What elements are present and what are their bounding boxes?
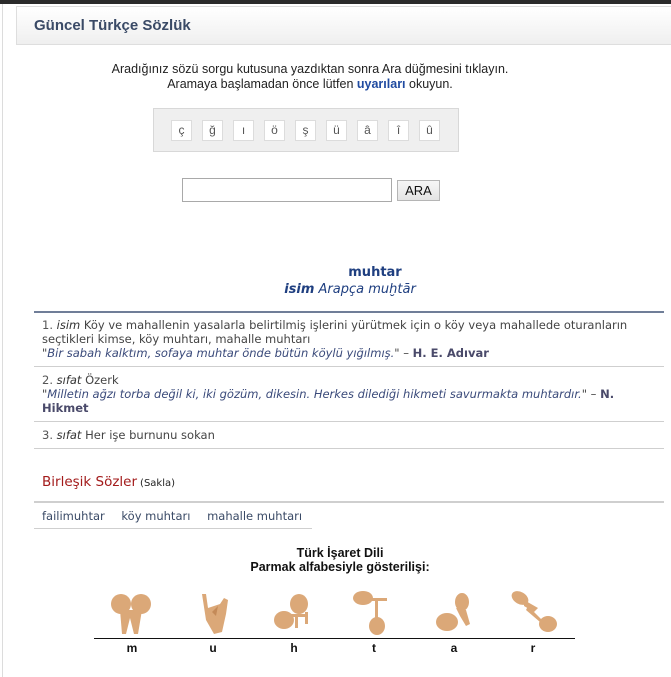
left-border <box>2 4 3 677</box>
page-title: Güncel Türkçe Sözlük <box>34 17 191 34</box>
entry-pos: isim <box>284 282 315 297</box>
definition-number: 3. <box>42 428 53 442</box>
entry-origin: Arapça muḫtār <box>318 282 416 297</box>
definition-text: Özerk <box>85 373 119 387</box>
compound-link[interactable]: failimuhtar <box>42 509 105 523</box>
quote-author[interactable]: N. Hikmet <box>42 387 615 415</box>
definition-item: 1. isim Köy ve mahallenin yasalarla belirtilmiş işlerini yürütmek için o köy veya mahallede oturanların seçtikleri kimse, köy muhtarı, mahalle muhtarı "Bir sabah kalktım, sofaya muhtar önde bütün köylü yığılmış." – H. E. Adıvar <box>42 318 628 360</box>
compounds-bottom-rule <box>34 528 312 529</box>
quote-author[interactable]: H. E. Adıvar <box>412 346 489 360</box>
sign-letter: t <box>372 641 376 655</box>
definition-separator <box>34 366 664 367</box>
instruction-line-1: Aradığınız sözü sorgu kutusuna yazdıktan sonra Ara düğmesini tıklayın. <box>111 62 509 76</box>
instruction-line-2 <box>60 77 560 92</box>
char-button-o-umlaut[interactable]: ö <box>264 120 285 141</box>
char-button-c-cedilla[interactable]: ç <box>171 120 192 141</box>
definition-number: 1. <box>42 318 53 332</box>
definition-text: Her işe burnunu sokan <box>85 428 215 442</box>
definition-item <box>34 428 664 442</box>
definitions-top-rule <box>34 311 664 313</box>
definition-type: sıfat <box>56 428 82 442</box>
window-top-bar <box>0 0 671 4</box>
definition-number: 2. <box>42 373 53 387</box>
page-header <box>16 6 671 45</box>
compounds-title: Birleşik Sözler <box>42 474 138 490</box>
sign-hand-a-icon <box>432 590 480 638</box>
definition-separator <box>34 448 664 449</box>
search-instructions <box>60 62 560 92</box>
compounds-heading <box>42 474 175 490</box>
instruction-text: okuyun. <box>405 77 453 91</box>
definition-quote: Bir sabah kalktım, sofaya muhtar önde bütün köylü yığılmış. <box>47 346 395 360</box>
search-button[interactable]: ARA <box>397 180 440 201</box>
sign-letter: m <box>126 641 138 655</box>
sign-baseline <box>94 638 575 639</box>
sign-hand-m-icon <box>108 590 156 638</box>
entry-word: muhtar <box>348 265 402 280</box>
entry-etymology <box>200 282 500 297</box>
definition-quote: Milletin ağzı torba değil ki, iki gözüm, dikesin. Herkes dilediği hikmeti savurmakta muhtardır. <box>47 387 582 401</box>
search-input[interactable] <box>182 178 392 202</box>
compounds-hide-link[interactable]: (Sakla) <box>140 478 176 489</box>
sign-letter: a <box>450 641 458 655</box>
definition-item: 2. sıfat Özerk "Milletin ağzı torba değil ki, iki gözüm, dikesin. Herkes dilediği hikmeti savurmakta muhtardır." – N. Hikmet <box>42 373 615 415</box>
char-button-a-circumflex[interactable]: â <box>357 120 378 141</box>
char-button-dotless-i[interactable]: ı <box>233 120 254 141</box>
sign-hand-t-icon <box>351 590 399 638</box>
instruction-text: Aramaya başlamadan önce lütfen <box>167 77 357 91</box>
sign-hand-u-icon <box>192 590 240 638</box>
sign-hand-h-icon <box>271 590 319 638</box>
special-character-bar <box>153 108 459 152</box>
sign-letter: r <box>530 641 536 655</box>
compound-link[interactable]: mahalle muhtarı <box>207 509 303 523</box>
char-button-u-umlaut[interactable]: ü <box>326 120 347 141</box>
sign-hand-r-icon <box>510 590 558 638</box>
compounds-list <box>42 509 315 523</box>
compound-link[interactable]: köy muhtarı <box>121 509 191 523</box>
char-button-g-breve[interactable]: ğ <box>202 120 223 141</box>
sign-letter: u <box>209 641 217 655</box>
definition-separator <box>34 421 664 422</box>
char-button-u-circumflex[interactable]: û <box>419 120 440 141</box>
char-button-s-cedilla[interactable]: ş <box>295 120 316 141</box>
compounds-rule <box>34 501 664 503</box>
char-button-i-circumflex[interactable]: î <box>388 120 409 141</box>
sign-letter: h <box>290 641 298 655</box>
warnings-link[interactable]: uyarıları <box>356 77 406 91</box>
sign-language-title: Türk İşaret Dili <box>296 546 384 560</box>
definition-type: isim <box>56 318 81 332</box>
definition-text: Köy ve mahallenin yasalarla belirtilmiş işlerini yürütmek için o köy veya mahallede oturanların seçtikleri kimse, köy muhtarı, mahalle muhtarı <box>42 318 628 346</box>
sign-language-heading <box>170 546 510 574</box>
definition-type: sıfat <box>56 373 82 387</box>
sign-language-subtitle: Parmak alfabesiyle gösterilişi: <box>250 560 430 574</box>
